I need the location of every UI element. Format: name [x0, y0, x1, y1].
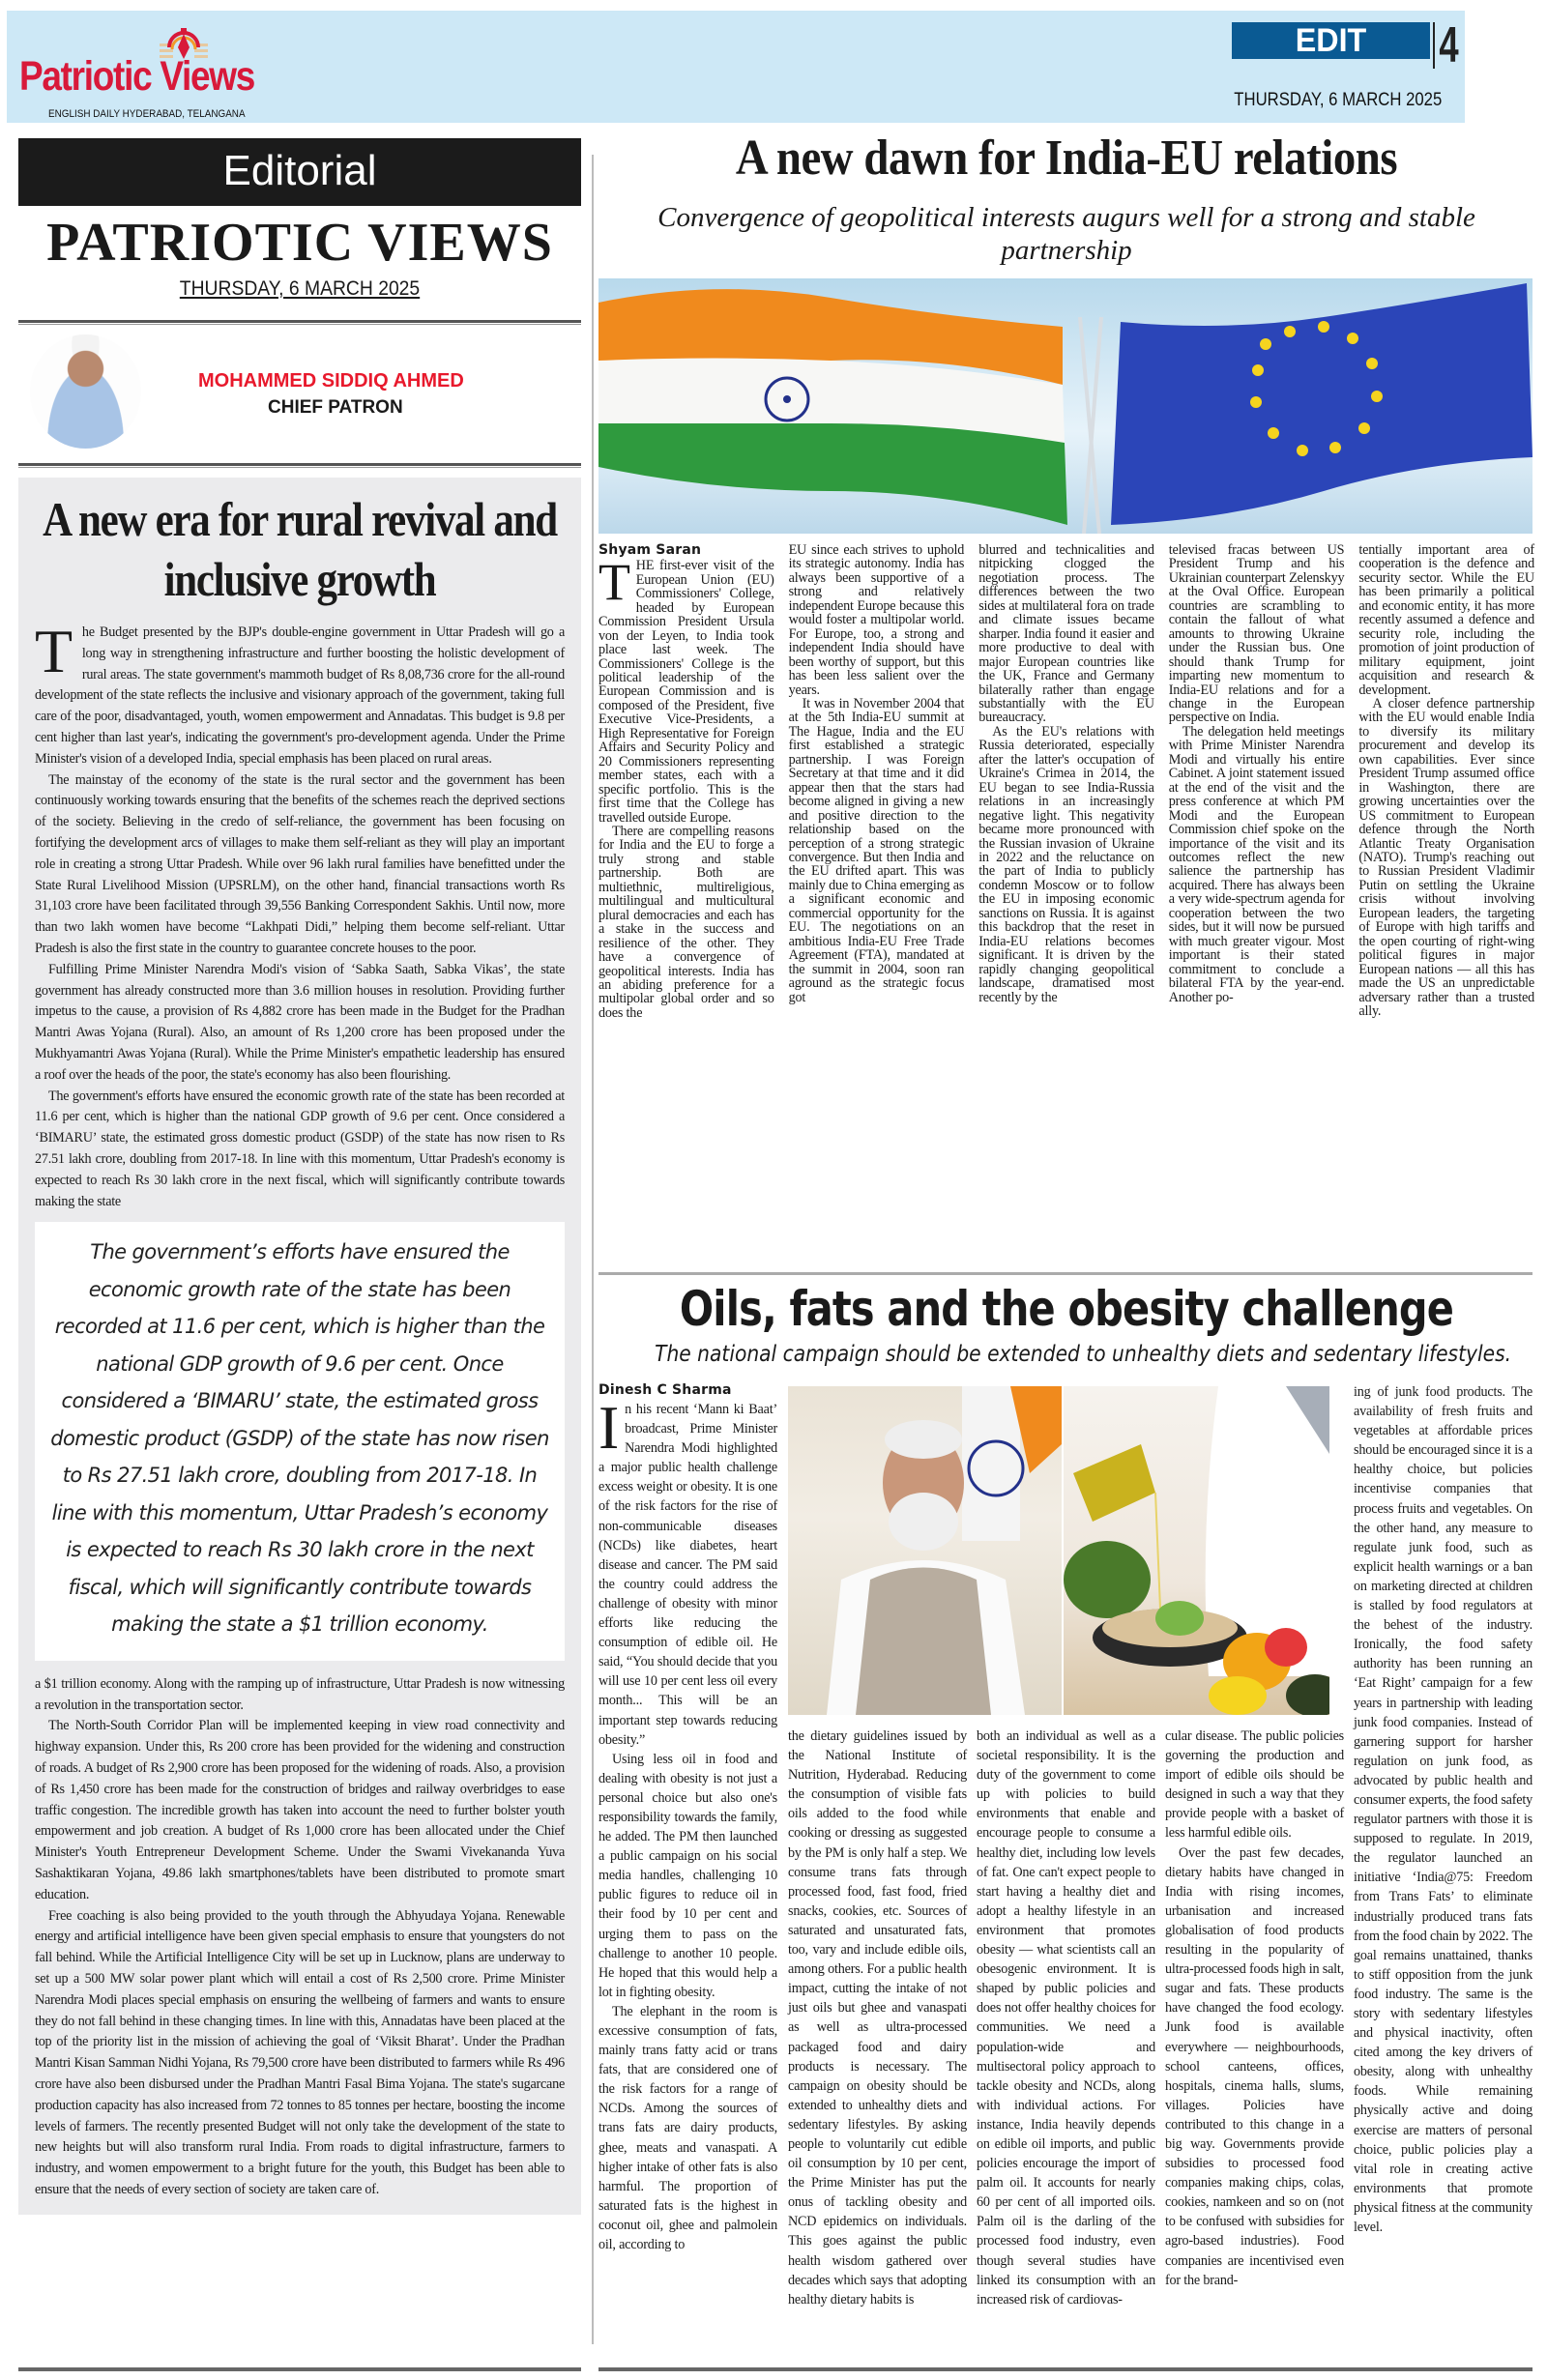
paragraph: THE first-ever visit of the European Union (EU) Commissioners' College, headed by European Commission President Ursula von der Leyen, to India took place last week. The Commissioners' College is the political leadership of the European Commission and is composed of the President, five Executive Vice-Presidents, a High Representative for Foreign Affairs and Security Policy and 20 Commissioners representing member states, each with a specific portfolio. This is the first time that the College has travelled outside Europe.	[598, 553, 774, 826]
divider	[18, 463, 581, 468]
paragraph: cular disease. The public policies governing the production and import of edible oils should be designed in such a way that they provide people with a basket of less harmful edible oils.	[1165, 1728, 1344, 1842]
flags-image	[598, 278, 1532, 534]
patron-name: MOHAMMED SIDDIQ AHMED	[198, 370, 464, 392]
editorial-article	[18, 478, 581, 2215]
dropcap: I	[598, 1393, 620, 1462]
page-number: 4	[1439, 17, 1459, 73]
paragraph: Fulfilling Prime Minister Narendra Modi's vision of ‘Sabka Saath, Sabka Vikas’, the state government has already constructed more than 3.6 million houses in resolution. Providing further impetus to the cause, a provision of Rs 4,882 crore has been made in the Budget for the Pradhan Mantri Awas Yojana (Rural). Also, an amount of Rs 1,200 crore has been proposed under the Mukhyamantri Awas Yojana (Rural). While the Prime Minister's empathetic leadership has ensured a roof over the heads of the poor, the state's economy has also been flourishing.	[35, 961, 565, 1083]
paragraph: ing of junk food products. The availability of fresh fruits and vegetables at affordable prices should be encouraged since it is a healthy choice, but policies incentivise companies that process fruits and vegetables. On the other hand, any measure to regulate junk food, such as explicit health warnings or a ban on marketing directed at children is stalled by food regulators at the behest of the industry. Ironically, the food safety authority has been running an ‘Eat Right’ campaign for a few years in partnership with leading junk food companies. Instead of garnering support for harsher regulation on junk food, as advocated by public health and consumer experts, the food safety regulator partners with those it is supposed to regulate. In 2019, the regulator launched an initiative ‘India@75: Freedom from Trans Fats’ to eliminate industrially produced trans fats from the food chain by 2022. The goal remains unattained, thanks to stiff opposition from the junk food industry. The same is the story with sedentary lifestyles and physical inactivity, often cited among the key drivers of obesity, along with unhealthy foods. While remaining physically active and doing exercise are matters of personal choice, public policies play a vital role in creating active environments that promote physical fitness at the community level.	[1354, 1384, 1532, 2236]
paragraph: a $1 trillion economy. Along with the ramping up of infrastructure, Uttar Pradesh is now witnessing a revolution in the transportation sector.	[35, 1675, 565, 1713]
article-column	[1354, 1382, 1532, 2237]
article-columns	[598, 543, 1534, 1020]
india-eu-subheadline: Convergence of geopolitical interests augurs well for a strong and stable partnership	[657, 202, 1475, 266]
section-badge	[1232, 22, 1430, 59]
patron-role: CHIEF PATRON	[268, 397, 403, 418]
logo[interactable]	[19, 18, 338, 120]
paragraph: There are compelling reasons for India and the EU to forge a truly strong and stable partnership. Both are multiethnic, multireligious, multilingual and multicultural plural democracies and each has a stake in the success and resilience of the other. They have a convergence of geopolitical interests. India has an abiding preference for a multipolar global order and so does the	[598, 824, 774, 1021]
article-column	[1165, 1727, 1344, 2290]
patron-block	[18, 325, 581, 463]
flagpoles-icon	[1061, 317, 1119, 534]
india-eu-headline[interactable]: A new dawn for India-EU relations	[735, 131, 1398, 186]
cooking-oil-icon	[1064, 1386, 1329, 1715]
eu-flag-icon	[1111, 278, 1532, 534]
paragraph: The Budget presented by the BJP's double-engine government in Uttar Pradesh will go a long way in strengthening infrastructure and further boosting the holistic development of rural areas. The state government's mammoth budget of Rs 8,08,736 crore for the all-round development of the state reflects the inclusive and visionary approach of the government, taking full care of the poor, disadvantaged, youth, women empowerment and Annadatas. This budget is 9.8 per cent higher than last year's, indicating the government's pro-development agenda. Under the Prime Minister's vision of a developed India, special emphasis has been placed on rural areas.	[35, 617, 565, 767]
divider	[18, 2367, 581, 2371]
paragraph: It was in November 2004 that at the 5th India-EU summit at The Hague, India and the EU first established a strategic partnership. I was Foreign Secretary at that time and it did appear then that the stars had become aligned in giving a new and positive direction to the relationship based on the perception of a strong strategic convergence. But then India and the EU drifted apart. This was mainly due to China emerging as a significant economic and commercial opportunity for the EU. The negotiations on an ambitious India-EU Free Trade Agreement (FTA), mandated at the summit in 2004, soon ran aground as the strategic focus got	[788, 695, 965, 1005]
editorial-column	[18, 138, 581, 2215]
patron-avatar	[30, 334, 141, 449]
paper-name: PATRIOTIC VIEWS	[46, 213, 553, 273]
article-columns	[598, 1377, 1534, 2380]
obesity-subheadline: The national campaign should be extended to unhealthy diets and sedentary lifestyles.	[655, 1342, 1512, 1367]
article-column	[978, 543, 1154, 1020]
author-byline[interactable]: Shyam Saran	[598, 542, 702, 558]
paragraph: blurred and technicalities and nitpicking clogged the negotiation process. The differences between the two sides at multilateral fora on trade and climate issues became sharper. India found it easier and more productive to deal with major European countries like the UK, France and Germany bilaterally rather than engage substantially with the EU bureaucracy.	[978, 542, 1154, 726]
paragraph: televised fracas between US President Trump and his Ukrainian counterpart Zelenskyy at the Oval Office. European countries are scrambling to contain the fallout of what amounts to throwing Ukraine under the Russian bus. One should thank Trump for imparting new momentum to India-EU relations and for a change in the European perspective on India.	[1168, 542, 1345, 726]
pm-portrait-icon	[788, 1386, 1062, 1715]
article-column	[1358, 543, 1534, 1020]
oil-photo	[1064, 1386, 1329, 1715]
dropcap: T	[35, 617, 73, 685]
paragraph: The North-South Corridor Plan will be implemented keeping in view road connectivity and highway expansion. Under this, Rs 200 crore has been provided for the widening and construction of roads. A budget of Rs 2,900 crore has been proposed for the widening of roads. Also, a provision of Rs 1,450 crore has been made for the construction of bridges and railway overbridges to ease traffic congestion. The incredible growth has taken into account the need to further bolster youth empowerment and job creation. A budget of Rs 1,000 crore has been allocated under the Chief Minister's Youth Entrepreneur Development Scheme. Under the Swami Vivekananda Yuva Sashaktikaran Yojana, 49.86 lakh smartphones/tablets have been distributed to promote smart education.	[35, 1718, 565, 1902]
column-divider	[592, 155, 594, 2344]
paragraph: both an individual as well as a societal responsibility. It is the duty of the government to come up with policies to build environments that enable and encourage people to consume a healthy diet, including low levels of fat. One can't expect people to start having a healthy diet and adopt a healthy lifestyle in an environment that promotes obesity — what scientists call an obesogenic environment. It is shaped by public policies and does not offer healthy choices for communities. We need a population-wide and multisectoral policy approach to tackle obesity and NCDs, along with individual actions. For instance, India heavily depends on edible oil imports, and public policies encourage the import of palm oil. It accounts for nearly 60 per cent of all imported oils. Palm oil is the darling of the processed food industry, even though several studies have linked its consumption with an increased risk of cardiovas-	[977, 1728, 1155, 2307]
editorial-date: THURSDAY, 6 MARCH 2025	[179, 277, 421, 300]
paragraph: tentially important area of cooperation is the defence and security sector. While the EU has been primarily a political and economic entity, it has more recently assumed a defence and security role, including the promotion of joint production of military equipment, joint acquisition and research & development.	[1358, 542, 1534, 698]
divider	[1433, 22, 1435, 69]
paragraph: The mainstay of the economy of the state is the rural sector and the government has been continuously working towards ensuring that the benefits of the schemes reach the deprived sections of the society. Believing in the credo of self-reliance, the government has been focusing on fortifying the development arcs of villages to make them self-reliant as they will play an important role in creating a strong Uttar Pradesh. While over 96 lakh rural families have benefitted under the State Rural Livelihood Mission (UPSRLM), on the other hand, financial transactions worth Rs 31,103 crore have been facilitated through 39,556 Banking Correspondent Sakhis. Until now, more than two lakh women have become “Lakhpati Didi,” helping them become self-reliant. Uttar Pradesh is also the first state in the country to guarantee concrete houses to the poor.	[35, 771, 565, 956]
article-column	[977, 1727, 1155, 2309]
article-photos	[788, 1386, 1329, 1715]
article-column	[789, 543, 965, 1020]
section-label: EDIT	[1295, 22, 1367, 59]
paragraph: The elephant in the room is excessive consumption of fats, mainly trans fatty acid or trans fats, that are considered one of the risk factors for a range of NCDs. Among the sources of trans fats are dairy products, ghee, meats and vanaspati. A higher intake of other fats is also harmful. The proportion of saturated fats is the highest in coconut oil, ghee and palmolein oil, according to	[598, 2003, 777, 2253]
obesity-article	[598, 1282, 1534, 2380]
divider	[598, 2367, 1532, 2371]
author-byline[interactable]: Dinesh C Sharma	[598, 1382, 732, 1398]
paragraph: As the EU's relations with Russia deteriorated, especially after the latter's occupation of Ukraine's Crimea in 2014, the EU began to see India-Russia relations in an increasingly negative light. This negativity became more pronounced with the Russian invasion of Ukraine in 2022 and the reluctance on the part of India to publicly condemn Moscow or to follow the EU in imposing economic sanctions on Russia. It is against this backdrop that the reset in India-EU relations becomes significant. It is driven by the rapidly changing geopolitical landscape, dramatised most recently by the	[978, 723, 1154, 1005]
logo-text: Patriotic Views	[19, 53, 255, 100]
paragraph: the dietary guidelines issued by the National Institute of Nutrition, Hyderabad. Reducing the consumption of visible fats oils added to the food while cooking or dressing as suggested by the PM is only half a step. We consume trans fats through processed food, fast food, fried snacks, cookies, etc. Sources of saturated and unsaturated fats, too, vary and include edible oils, among others. For a public health impact, cutting the intake of not just oils but ghee and vanaspati as well as ultra-processed packaged food and dairy products is necessary. The campaign on obesity should be extended to unhealthy diets and sedentary lifestyles. By asking people to voluntarily cut edible oil consumption by 10 per cent, the Prime Minister has put the onus of tackling obesity and NCD epidemics on individuals. This goes against the public health wisdom gathered over decades which says that adopting healthy dietary habits is	[788, 1728, 967, 2307]
paragraph: EU since each strives to uphold its strategic autonomy. India has always been supportive of a strong and relatively independent Europe because this would foster a multipolar world. For Europe, too, a strong and independent India should have been worthy of support, but this has been less salient over the years.	[788, 542, 965, 698]
dropcap: T	[598, 553, 630, 612]
paragraph: Using less oil in food and dealing with obesity is not just a personal choice but also one's responsibility towards the family, he added. The PM then launched a public campaign on his social media handles, challenging 10 public figures to reduce oil in their food by 10 per cent and urging them to pass on the challenge to another 10 people. He hoped that this would help a lot in fighting obesity.	[598, 1751, 777, 2000]
issue-date: THURSDAY, 6 MARCH 2025	[1234, 90, 1442, 110]
paragraph: A closer defence partnership with the EU would enable India to diversify its military procurement and develop its own capabilities. Ever since President Trump assumed office in Washington, there are growing uncertainties over the US commitment to European defence through the North Atlantic Treaty Organisation (NATO). Trump's reaching out to Russian President Vladimir Putin on settling the Ukraine crisis without involving European leaders, the targeting of Europe with high tariffs and the open courting of right-wing political figures in major European nations — all this has made the US an unpredictable adversary rather than a trusted ally.	[1358, 695, 1534, 1019]
paragraph: Over the past few decades, dietary habits have changed in India with rising incomes, urbanisation and increased globalisation of food products resulting in the popularity of ultra-processed foods high in salt, sugar and fats. These products have changed the food ecology. Junk food is available everywhere — neighbourhoods, school canteens, offices, hospitals, cinema halls, slums, villages. Policies have contributed to this change in a big way. Governments provide subsidies to processed food companies making chips, colas, cookies, namkeen and so on (not to be confused with subsidies for agro-based industries). Food companies are incentivised even for the brand-	[1165, 1844, 1344, 2288]
masthead	[7, 11, 1465, 123]
logo-tagline: ENGLISH DAILY HYDERABAD, TELANGANA	[48, 108, 246, 120]
pull-quote: The government’s efforts have ensured the economic growth rate of the state has been recorded at 11.6 per cent, which is higher than the national GDP growth of 9.6 per cent. Once considered a ‘BIMARU’ state, the estimated gross domestic product (GSDP) of the state has now risen to Rs 27.51 lakh crore, doubling from 2017-18. In line with this momentum, Uttar Pradesh’s economy is expected to reach Rs 30 lakh crore in the next fiscal, which will significantly contribute towards making the state a $1 trillion economy.	[35, 1222, 565, 1661]
article-column	[598, 543, 774, 1020]
divider	[598, 1272, 1532, 1275]
paragraph: The delegation held meetings with Prime Minister Narendra Modi and virtually his entire Cabinet. A joint statement issued at the end of the visit and the press conference at which PM Modi and the European Commission chief spoke on the importance of the visit and its outcomes reflect the new salience the partnership has acquired. There has always been a very wide-spectrum agenda for cooperation between the two sides, but it will now be pursued with much greater vigour. Most important is their stated commitment to conclude a bilateral FTA by the year-end. Another po-	[1168, 723, 1345, 1005]
editorial-headline[interactable]: A new era for rural revival and inclusive growth	[43, 492, 557, 606]
pm-photo	[788, 1386, 1062, 1715]
india-flag-icon	[598, 278, 1072, 534]
article-column	[788, 1727, 967, 2309]
india-eu-article	[598, 131, 1534, 1020]
obesity-headline[interactable]: Oils, fats and the obesity challenge	[679, 1281, 1454, 1337]
article-column	[1169, 543, 1345, 1020]
article-column	[598, 1382, 777, 2254]
paragraph: In his recent ‘Mann ki Baat’ broadcast, Prime Minister Narendra Modi highlighted a major public health challenge excess weight or obesity. It is one of the risk factors for the rise of non-communicable diseases (NCDs) like diabetes, heart disease and cancer. The PM said the country could address the challenge of obesity with minor efforts like reducing the consumption of edible oil. He said, “You should decide that you will use 10 per cent less oil every month... This will be an important step towards reducing obesity.”	[598, 1393, 777, 1748]
paragraph: The government's efforts have ensured the economic growth rate of the state has been recorded at 11.6 per cent, which is higher than the national GDP growth of 9.6 per cent. Once considered a ‘BIMARU’ state, the estimated gross domestic product (GSDP) of the state has now risen to Rs 27.51 lakh crore, doubling from 2017-18. In line with this momentum, Uttar Pradesh's economy is expected to reach Rs 30 lakh crore in the next fiscal, which will significantly contribute towards making the state	[35, 1088, 565, 1209]
editorial-body	[35, 617, 565, 2201]
editorial-section-title: Editorial	[18, 138, 581, 206]
paragraph: Free coaching is also being provided to the youth through the Abhyudaya Yojana. Renewable energy and artificial intelligence have been given special emphasis to ensure that youngsters do not fall behind. While the Artificial Intelligence City will be set up in Lucknow, plans are underway to set up a 500 MW solar power plant which will entail a cost of Rs 2,500 crore. Prime Minister Narendra Modi places special emphasis on ensuring the wellbeing of farmers and wants to ensure they do not fall behind in these changing times. In line with this, Annadatas have been placed at the top of the priority list in the mission of achieving the goal of ‘Viksit Bharat’. Under the Pradhan Mantri Kisan Samman Nidhi Yojana, Rs 79,500 crore have been distributed to farmers while Rs 496 crore have also been disbursed under the Pradhan Mantri Fasal Bima Yojana. The state's sugarcane production capacity has also increased from 72 tonnes to 85 tonnes per hectare, boosting the income levels of farmers. The recently presented Budget will not only take the development of the state to new heights but will also transform rural India. From roads to digital infrastructure, farmers to industry, and women empowerment to a bright future for the youth, this Budget has been able to ensure that the needs of every section of society are taken care of.	[35, 1907, 565, 2197]
